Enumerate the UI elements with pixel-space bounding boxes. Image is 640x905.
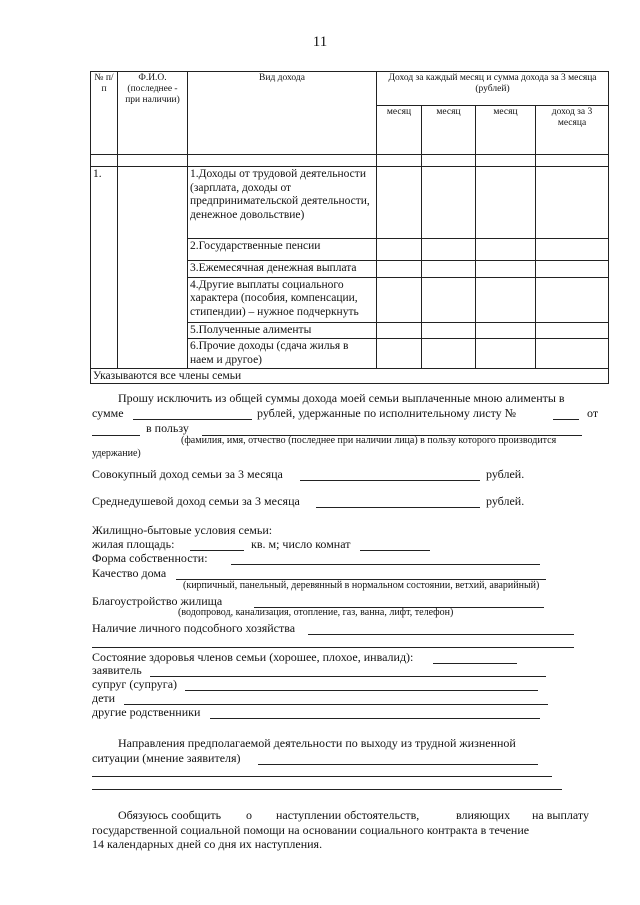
obligation-line-1b: о — [246, 808, 252, 822]
income-type-3: 3.Ежемесячная денежная выплата — [188, 261, 377, 278]
value-cell[interactable] — [536, 277, 609, 322]
alimony-sum-field[interactable] — [133, 419, 252, 420]
health-field[interactable] — [433, 663, 517, 664]
rooms-field[interactable] — [360, 550, 430, 551]
value-cell[interactable] — [377, 261, 422, 278]
house-quality-label: Качество дома — [92, 566, 167, 580]
value-cell[interactable] — [536, 261, 609, 278]
relatives-field[interactable] — [210, 718, 540, 719]
spacer-cell — [91, 155, 118, 167]
alimony-list-number-field[interactable] — [553, 419, 579, 420]
ownership-field[interactable] — [231, 564, 540, 565]
value-cell[interactable] — [377, 277, 422, 322]
value-cell[interactable] — [377, 167, 422, 239]
spacer-cell — [536, 155, 609, 167]
directions-field-3[interactable] — [92, 789, 562, 790]
spouse-label: супруг (супруга) — [92, 677, 178, 691]
obligation-line-3: 14 календарных дней со дня их наступления. — [92, 837, 323, 851]
obligation-line-2: государственной социальной помощи на основании социального контракта в течение — [92, 823, 530, 837]
header-month-1: месяц — [377, 106, 422, 155]
subsidiary-farm-field[interactable] — [308, 634, 574, 635]
header-month-2: месяц — [422, 106, 476, 155]
value-cell[interactable] — [422, 239, 476, 261]
spacer-cell — [422, 155, 476, 167]
total-income-label: Совокупный доход семьи за 3 месяца — [92, 467, 283, 481]
directions-field-2[interactable] — [92, 776, 552, 777]
alimony-favor-label: в пользу — [146, 421, 189, 435]
income-type-2: 2.Государственные пенсии — [188, 239, 377, 261]
value-cell[interactable] — [476, 239, 536, 261]
obligation-line-1e: на выплату — [532, 808, 589, 822]
relatives-label: другие родственники — [92, 705, 201, 719]
value-cell[interactable] — [377, 322, 422, 339]
value-cell[interactable] — [422, 261, 476, 278]
house-quality-hint: (кирпичный, панельный, деревянный в нормальном состоянии, ветхий, аварийный) — [183, 580, 540, 591]
income-type-5: 5.Полученные алименты — [188, 322, 377, 339]
header-income-type: Вид дохода — [188, 72, 377, 155]
value-cell[interactable] — [476, 277, 536, 322]
alimony-line-1: Прошу исключить из общей суммы дохода моей семьи выплаченные мною алименты в — [118, 391, 565, 405]
income-type-1: 1.Доходы от трудовой деятельности (зарплата, доходы от предпринимательской деятельности, денежное довольствие) — [188, 167, 377, 239]
health-title: Состояние здоровья членов семьи (хорошее, плохое, инвалид): — [92, 650, 414, 664]
value-cell[interactable] — [536, 167, 609, 239]
spouse-field[interactable] — [185, 690, 538, 691]
directions-line-1: Направления предполагаемой деятельности по выходу из трудной жизненной — [118, 736, 516, 750]
per-capita-field[interactable] — [316, 507, 480, 508]
value-cell[interactable] — [422, 167, 476, 239]
table-footer: Указываются все члены семьи — [91, 369, 609, 384]
obligation-line-1a: Обязуюсь сообщить — [118, 808, 222, 822]
header-total: доход за 3 месяца — [536, 106, 609, 155]
spacer-cell — [377, 155, 422, 167]
subsidiary-farm-label: Наличие личного подсобного хозяйства — [92, 621, 296, 635]
total-income-field[interactable] — [300, 480, 480, 481]
income-table — [90, 71, 609, 384]
income-type-6: 6.Прочие доходы (сдача жилья в наем и другое) — [188, 339, 377, 369]
housing-title: Жилищно-бытовые условия семьи: — [92, 523, 273, 537]
applicant-label: заявитель — [92, 663, 142, 677]
value-cell[interactable] — [422, 322, 476, 339]
ownership-label: Форма собственности: — [92, 551, 208, 565]
value-cell[interactable] — [377, 339, 422, 369]
obligation-line-1c: наступлении обстоятельств, — [276, 808, 420, 822]
spacer-cell — [188, 155, 377, 167]
value-cell[interactable] — [536, 239, 609, 261]
header-income-group: Доход за каждый месяц и сумма дохода за 3 месяца (рублей) — [377, 72, 609, 106]
value-cell[interactable] — [476, 261, 536, 278]
alimony-hint: (фамилия, имя, отчество (последнее при наличии лица) в пользу которого производится — [181, 435, 557, 446]
fio-cell[interactable] — [118, 167, 188, 369]
living-area-label: жилая площадь: — [92, 537, 175, 551]
header-number: № п/п — [91, 72, 118, 155]
directions-field-1[interactable] — [258, 764, 538, 765]
header-fio: Ф.И.О. (последнее - при наличии) — [118, 72, 188, 155]
value-cell[interactable] — [476, 167, 536, 239]
total-income-unit: рублей. — [486, 467, 525, 481]
header-month-3: месяц — [476, 106, 536, 155]
value-cell[interactable] — [377, 239, 422, 261]
per-capita-unit: рублей. — [486, 494, 525, 508]
spacer-cell — [476, 155, 536, 167]
alimony-sum-label: сумме — [92, 406, 124, 420]
per-capita-label: Среднедушевой доход семьи за 3 месяца — [92, 494, 300, 508]
income-type-4: 4.Другие выплаты социального характера (пособия, компенсации, стипендии) – нужное подчеркнуть — [188, 277, 377, 322]
children-label: дети — [92, 691, 116, 705]
page-number: 11 — [312, 34, 328, 50]
value-cell[interactable] — [536, 322, 609, 339]
spacer-cell — [118, 155, 188, 167]
obligation-line-1d: влияющих — [456, 808, 511, 822]
value-cell[interactable] — [536, 339, 609, 369]
row-number: 1. — [91, 167, 118, 369]
amenities-hint: (водопровод, канализация, отопление, газ, ванна, лифт, телефон) — [178, 607, 454, 618]
subsidiary-farm-field-2[interactable] — [92, 647, 574, 648]
alimony-hint-2: удержание) — [92, 448, 141, 459]
value-cell[interactable] — [476, 322, 536, 339]
applicant-field[interactable] — [150, 676, 546, 677]
alimony-rub-label: рублей, удержанные по исполнительному листу № — [257, 406, 517, 420]
value-cell[interactable] — [422, 339, 476, 369]
living-area-unit: кв. м; число комнат — [251, 537, 351, 551]
alimony-date-field[interactable] — [92, 435, 140, 436]
amenities-label: Благоустройство жилища — [92, 594, 223, 608]
value-cell[interactable] — [476, 339, 536, 369]
directions-line-2: ситуации (мнение заявителя) — [92, 751, 241, 765]
alimony-from-label: от — [587, 406, 599, 420]
value-cell[interactable] — [422, 277, 476, 322]
